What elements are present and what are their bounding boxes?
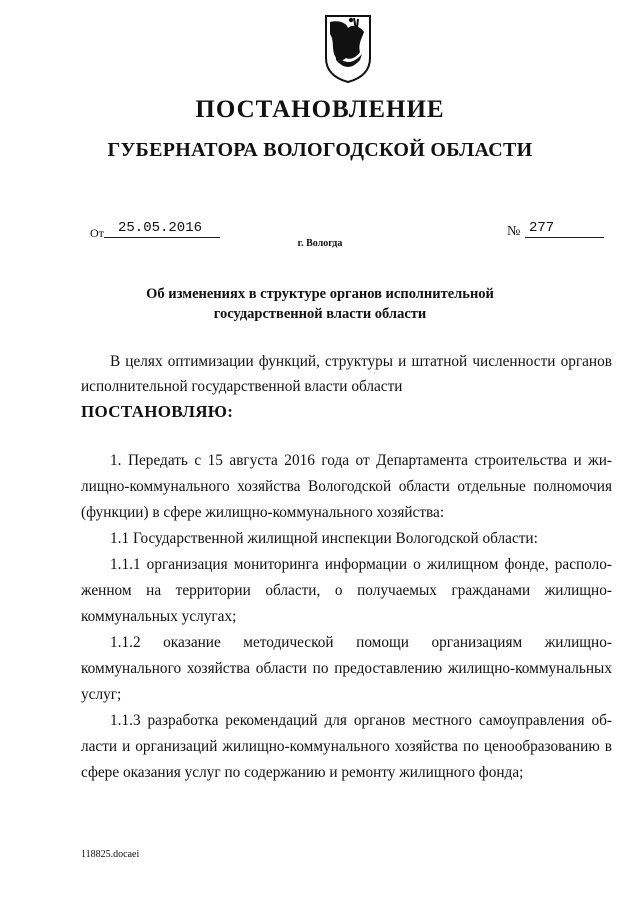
number-field — [525, 219, 604, 238]
body-line: (функции) в сфере жилищно-коммунального хозяйства: — [81, 504, 445, 521]
document-title: ПОСТАНОВЛЕНИЕ — [195, 96, 445, 123]
subject-line: Об изменениях в структуре органов исполнительной — [146, 286, 494, 302]
body-line: исполнительной государственной власти области — [81, 378, 403, 395]
decree-word: ПОСТАНОВЛЯЮ: — [81, 402, 234, 421]
document-subtitle: ГУБЕРНАТОРА ВОЛОГОДСКОЙ ОБЛАСТИ — [107, 139, 533, 161]
document-code: 118825.docaei — [81, 849, 140, 860]
document-number: 277 — [529, 220, 555, 236]
document-subject — [120, 284, 520, 324]
body-line: услуг; — [81, 686, 122, 703]
body-line: 1.1.3 разработка рекомендаций для органов местного самоуправления об- — [110, 712, 612, 729]
body-line: женном на территории области, о получаемых гражданами жилищно- — [81, 582, 612, 599]
body-line: коммунальных услугах; — [81, 608, 237, 625]
document-date: 25.05.2016 — [118, 220, 203, 236]
body-line: коммунального хозяйства области по предоставлению жилищно-коммунальных — [81, 660, 612, 677]
number-prefix: № — [507, 224, 521, 239]
subject-line: государственной власти области — [213, 306, 427, 322]
body-line: сфере оказания услуг по содержанию и ремонту жилищного фонда; — [81, 764, 524, 781]
body-line: ласти и организаций жилищно-коммунального хозяйства по ценообразованию в — [81, 738, 612, 755]
date-field — [104, 219, 220, 238]
body-line: 1.1.2 оказание методической помощи организациям жилищно- — [110, 634, 612, 651]
body-line: 1.1 Государственной жилищной инспекции Вологодской области: — [110, 530, 538, 547]
date-prefix: От — [90, 226, 104, 240]
coat-of-arms-icon — [324, 14, 372, 84]
body-line: 1. Передать с 15 августа 2016 года от Департамента строительства и жи- — [110, 452, 612, 469]
document-city: г. Вологда — [297, 238, 343, 249]
body-line: 1.1.1 организация мониторинга информации о жилищном фонде, располо- — [110, 556, 612, 573]
body-line: лищно-коммунального хозяйства Вологодской области отдельные полномочия — [81, 478, 612, 495]
body-line: В целях оптимизации функций, структуры и штатной численности органов — [110, 353, 612, 370]
